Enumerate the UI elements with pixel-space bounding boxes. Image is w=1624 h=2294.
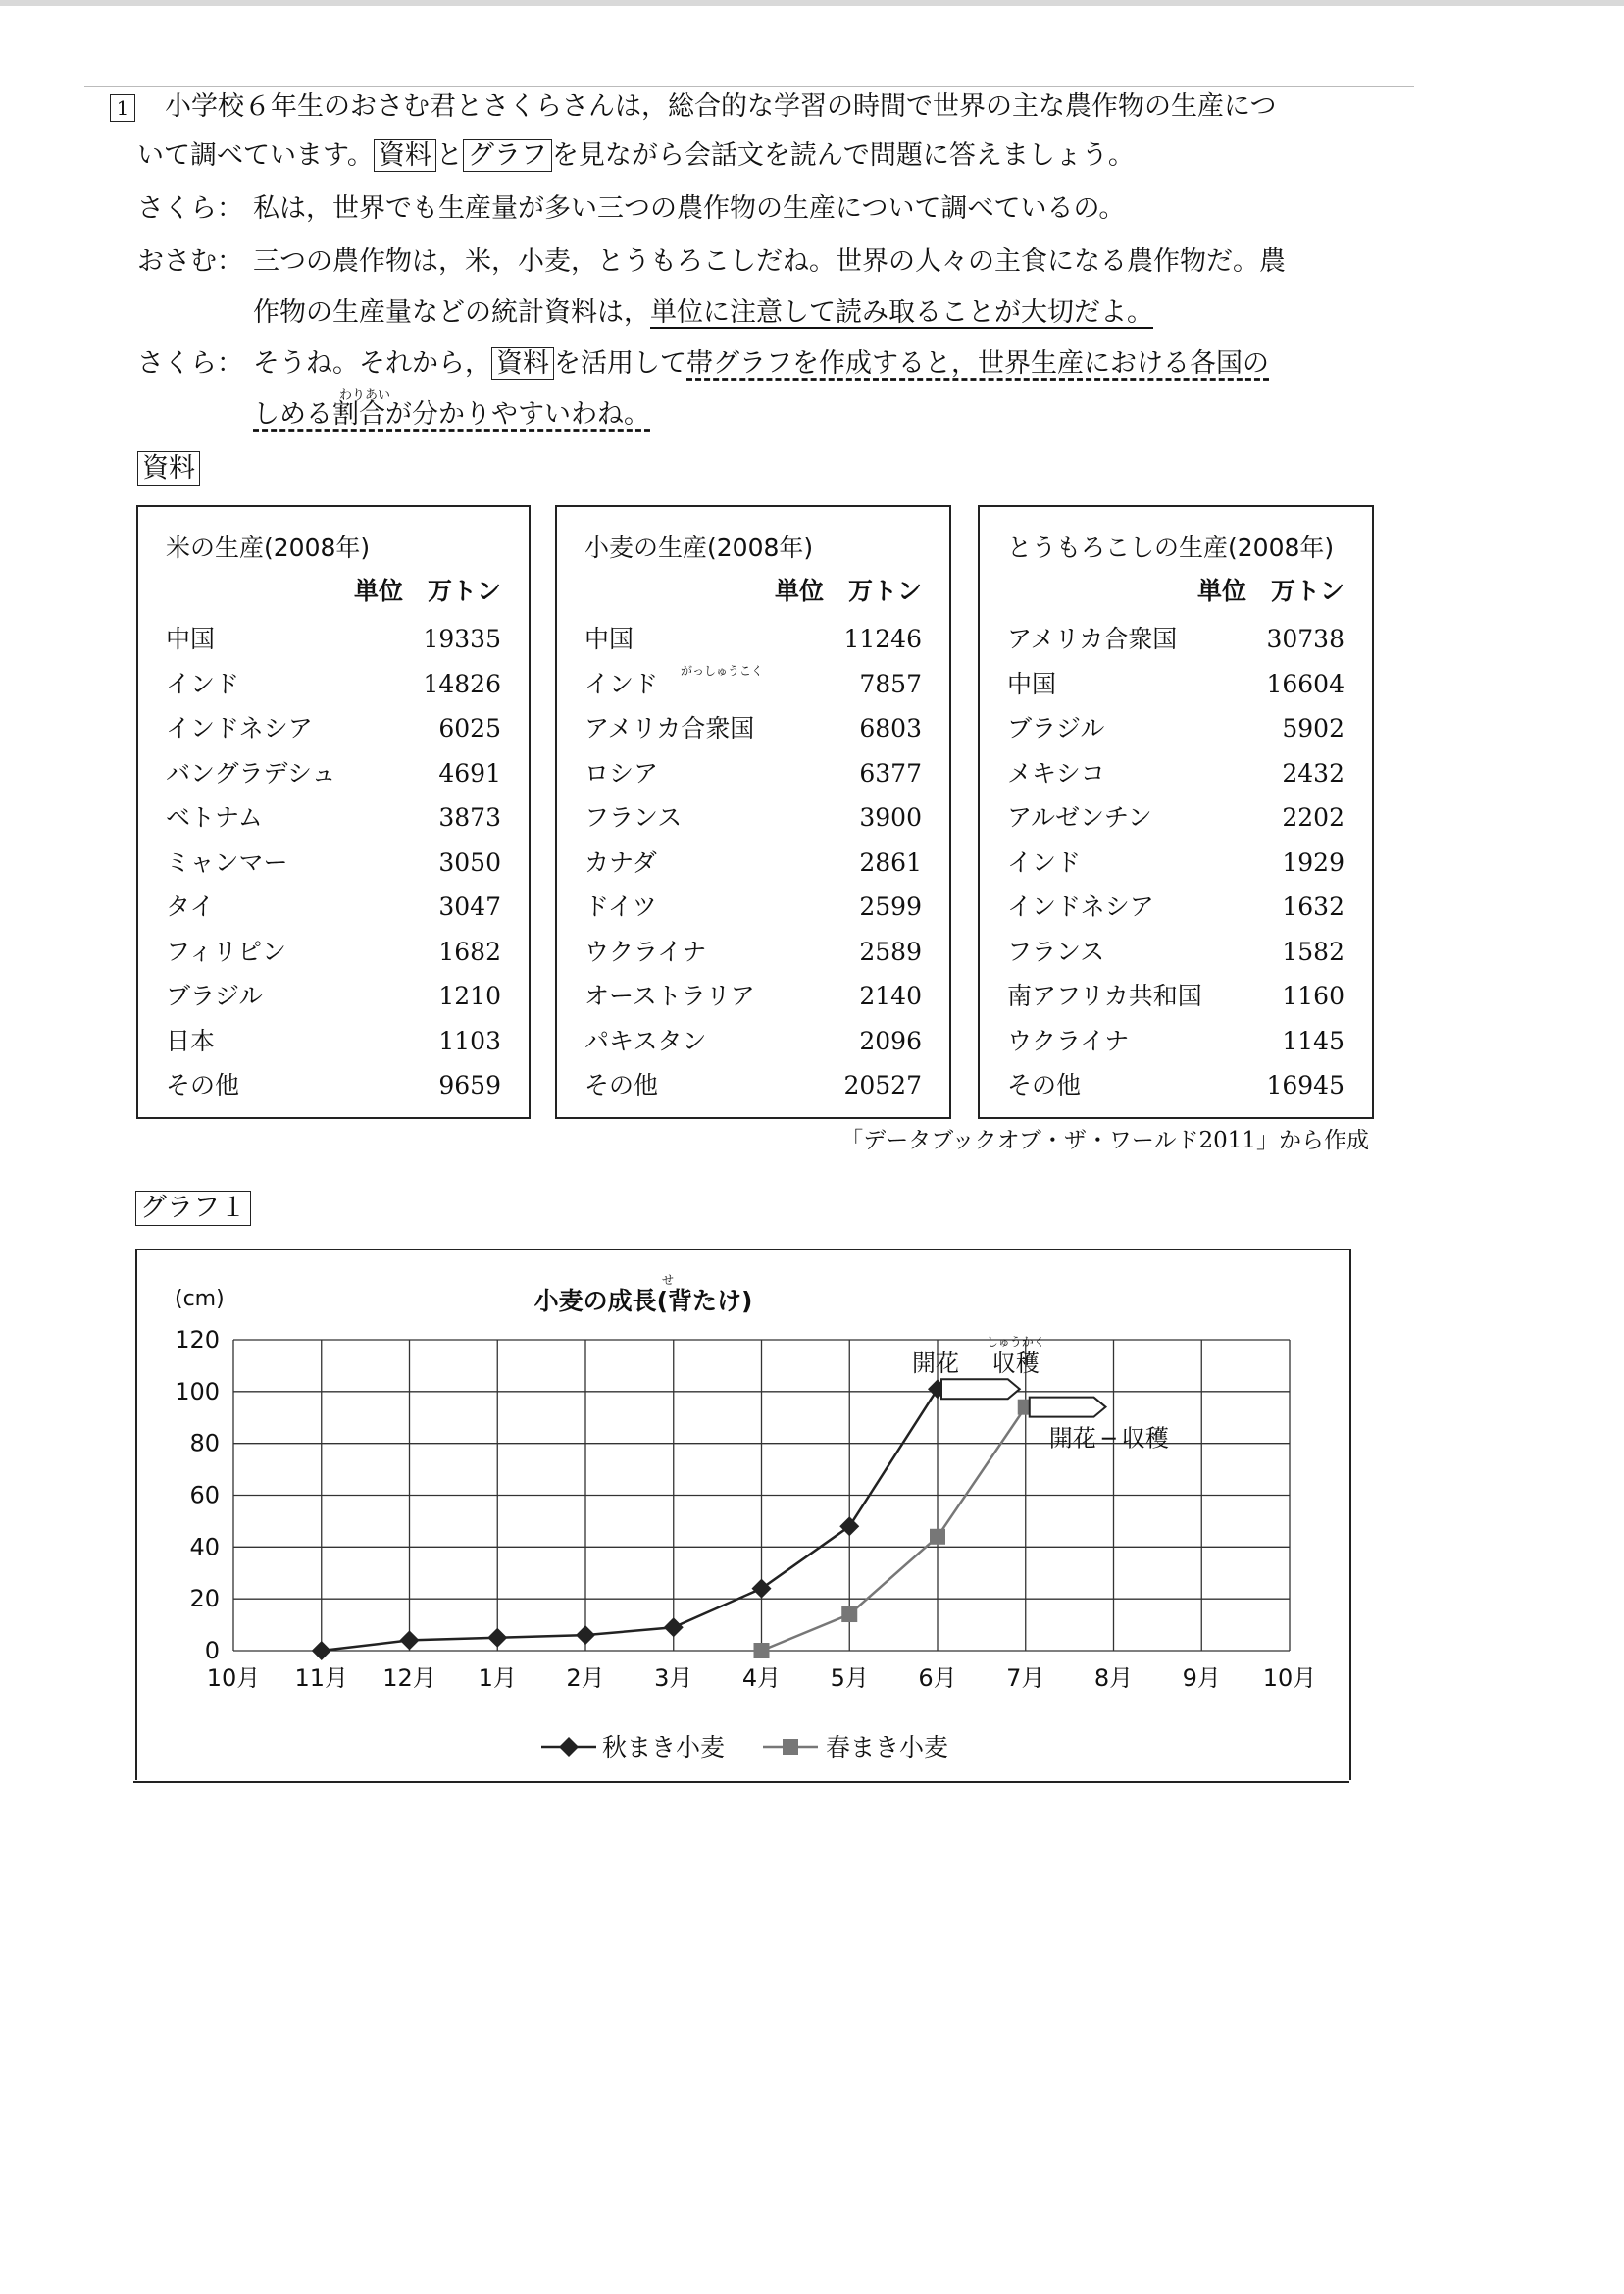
table-row: アルゼンチン 2202 bbox=[1007, 803, 1345, 832]
data-point-diamond bbox=[839, 1516, 859, 1536]
table-row: アメリカ合衆国 30738 bbox=[1007, 625, 1345, 653]
wheat-growth-chart bbox=[135, 1249, 1347, 1778]
y-tick-label: 60 bbox=[189, 1481, 220, 1509]
legend-label-autumn: 秋まき小麦 bbox=[602, 1733, 726, 1761]
table-row: 中国 19335 bbox=[166, 625, 501, 653]
dialogue-sakura-1: 私は，世界でも生産量が多い三つの農作物の生産について調べているの。 bbox=[253, 193, 1126, 224]
annot-flower-autumn: 開花 bbox=[912, 1350, 959, 1378]
chart-grid bbox=[233, 1340, 1290, 1651]
annot-flower-spring: 開花 bbox=[1048, 1424, 1096, 1453]
chart-legend bbox=[541, 1733, 948, 1761]
data-point-square bbox=[841, 1606, 857, 1622]
shiryo-ref-box: 資料 bbox=[374, 139, 436, 172]
y-tick-label: 20 bbox=[189, 1585, 220, 1613]
table-row: ベトナム 3873 bbox=[166, 803, 501, 832]
table-row: 中国 11246 bbox=[584, 625, 922, 653]
annot-harvest-autumn: 収穫 bbox=[991, 1350, 1040, 1378]
table-row: ウクライナ 2589 bbox=[584, 937, 922, 966]
dialogue-sakura-3: しめる割合が分かりやすいわね。 bbox=[253, 399, 650, 430]
table-row: 日本 1103 bbox=[166, 1026, 501, 1055]
y-tick-label: 100 bbox=[175, 1377, 220, 1405]
chart-frame-bottom bbox=[133, 1781, 1349, 1783]
question-line-1: 小学校６年生のおさむ君とさくらさんは，総合的な学習の時間で世界の主な農作物の生産につ bbox=[165, 91, 1277, 122]
table-row: オーストラリア 2140 bbox=[584, 982, 922, 1010]
table-row: インドネシア 6025 bbox=[166, 714, 501, 742]
y-tick-label: 0 bbox=[204, 1637, 220, 1664]
legend-marker-autumn bbox=[559, 1737, 579, 1757]
x-tick-label: 12月 bbox=[382, 1664, 436, 1692]
data-point-diamond bbox=[312, 1641, 331, 1660]
table-row: タイ 3047 bbox=[166, 892, 501, 921]
table-row: その他 16945 bbox=[1007, 1071, 1345, 1099]
table-row: ロシア 6377 bbox=[584, 758, 922, 788]
dashed-underline-text: 帯グラフを作成すると，世界生産における各国の bbox=[686, 348, 1269, 379]
table-unit: 単位 万トン bbox=[774, 577, 922, 605]
dialogue-sakura-2: そうね。それから， 資料 を活用して帯グラフを作成すると，世界生産における各国の bbox=[253, 348, 1269, 379]
legend-label-spring: 春まき小麦 bbox=[826, 1733, 949, 1761]
x-axis-ticks bbox=[207, 1664, 1317, 1692]
table-row: ブラジル 1210 bbox=[166, 982, 501, 1010]
x-tick-label: 5月 bbox=[830, 1664, 869, 1692]
shiryo-ref-box-2: 資料 bbox=[491, 347, 554, 380]
data-point-diamond bbox=[400, 1630, 420, 1650]
chart-series bbox=[312, 1379, 1034, 1660]
table-unit: 単位 万トン bbox=[353, 577, 501, 605]
table-row: ドイツ 2599 bbox=[584, 892, 922, 921]
chart-title-ruby: せ bbox=[661, 1273, 675, 1287]
y-tick-label: 120 bbox=[175, 1326, 220, 1353]
x-tick-label: 3月 bbox=[654, 1664, 693, 1692]
x-tick-label: 10月 bbox=[206, 1664, 261, 1692]
table-title: とうもろこしの生産(2008年) bbox=[1007, 534, 1335, 562]
table-row: その他 9659 bbox=[166, 1071, 501, 1099]
speaker-osamu: おさむ： bbox=[137, 246, 243, 277]
harvest-arrow-spring bbox=[1030, 1398, 1106, 1417]
ruby-wariai: わりあい bbox=[339, 388, 391, 403]
x-tick-label: 10月 bbox=[1262, 1664, 1317, 1692]
wheat-table bbox=[555, 505, 951, 1119]
data-point-diamond bbox=[664, 1617, 684, 1637]
chart-ylabel: (cm) bbox=[175, 1287, 225, 1311]
annot-harvest-ruby: しゅうかく bbox=[986, 1335, 1045, 1350]
scan-edge bbox=[0, 0, 1624, 6]
table-row: パキスタン 2096 bbox=[584, 1026, 922, 1055]
table-unit: 単位 万トン bbox=[1196, 577, 1345, 605]
x-tick-label: 4月 bbox=[741, 1664, 782, 1692]
x-tick-label: 7月 bbox=[1006, 1664, 1045, 1692]
table-row: ブラジル 5902 bbox=[1007, 714, 1345, 742]
table-row: フィリピン 1682 bbox=[166, 937, 501, 966]
dialogue-osamu-2: 作物の生産量などの統計資料は，単位に注意して読み取ることが大切だよ。 bbox=[253, 297, 1153, 328]
x-tick-label: 1月 bbox=[478, 1664, 517, 1692]
table-row: フランス 1582 bbox=[1007, 937, 1345, 966]
table-row: 中国 16604 bbox=[1007, 669, 1345, 698]
table-title: 米の生産(2008年) bbox=[166, 534, 371, 562]
rice-table bbox=[136, 505, 531, 1119]
x-tick-label: 9月 bbox=[1182, 1664, 1221, 1692]
table-title: 小麦の生産(2008年) bbox=[584, 534, 814, 562]
table-row: インドネシア 1632 bbox=[1007, 892, 1345, 921]
table-rows bbox=[584, 617, 922, 1108]
x-tick-label: 6月 bbox=[918, 1664, 957, 1692]
table-row: インド 14826 bbox=[166, 669, 501, 698]
x-tick-label: 8月 bbox=[1093, 1664, 1134, 1692]
annot-harvest-spring: 収穫 bbox=[1121, 1424, 1169, 1453]
y-tick-label: 40 bbox=[189, 1533, 220, 1561]
table-row: ミャンマー 3050 bbox=[166, 847, 501, 877]
shiryo-label: 資料 bbox=[137, 451, 200, 486]
x-tick-label: 11月 bbox=[294, 1664, 349, 1692]
table-row: インド 7857 bbox=[584, 669, 922, 698]
table-row: その他 20527 bbox=[584, 1071, 922, 1099]
table-rows bbox=[166, 617, 501, 1108]
chart-annotations bbox=[912, 1335, 1169, 1452]
chart-title: 小麦の成長(背たけ) bbox=[533, 1287, 753, 1315]
source-note: 「データブックオブ・ザ・ワールド2011」から作成 bbox=[840, 1128, 1369, 1153]
table-row: フランス 3900 bbox=[584, 803, 922, 832]
question-line-2: いて調べています。 資料 と グラフ を見ながら会話文を読んで問題に答えましょう。 bbox=[137, 140, 1135, 171]
harvest-arrow-autumn bbox=[941, 1379, 1020, 1399]
speaker-sakura-2: さくら： bbox=[137, 348, 243, 379]
header-rule bbox=[84, 86, 1414, 87]
x-tick-label: 2月 bbox=[566, 1664, 605, 1692]
table-rows bbox=[1007, 617, 1345, 1108]
table-row: 南アフリカ共和国 1160 bbox=[1007, 982, 1345, 1010]
table-row: インド 1929 bbox=[1007, 847, 1345, 877]
legend-marker-spring bbox=[783, 1739, 798, 1755]
data-point-square bbox=[930, 1529, 945, 1545]
table-row: メキシコ 2432 bbox=[1007, 758, 1345, 788]
corn-table bbox=[978, 505, 1374, 1119]
y-tick-label: 80 bbox=[189, 1429, 220, 1457]
table-row: ウクライナ 1145 bbox=[1007, 1026, 1345, 1055]
underlined-unit-note: 単位に注意して読み取ることが大切だよ。 bbox=[650, 297, 1153, 328]
speaker-sakura-1: さくら： bbox=[137, 193, 243, 224]
y-axis-ticks bbox=[175, 1326, 220, 1664]
table-row: アメリカ合衆国 6803 bbox=[584, 714, 922, 742]
data-point-square bbox=[754, 1643, 770, 1658]
table-row: カナダ 2861 bbox=[584, 847, 922, 877]
data-point-diamond bbox=[487, 1628, 507, 1648]
graph-label: グラフ１ bbox=[135, 1191, 251, 1226]
ruby-gasshukoku: がっしゅうこく bbox=[681, 664, 764, 678]
table-row: バングラデシュ 4691 bbox=[166, 758, 501, 788]
data-point-diamond bbox=[752, 1579, 772, 1599]
question-number: 1 bbox=[110, 94, 135, 122]
graph-ref-box: グラフ bbox=[463, 139, 552, 172]
data-point-diamond bbox=[576, 1625, 595, 1645]
dialogue-osamu-1: 三つの農作物は，米，小麦，とうもろこしだね。世界の人々の主食になる農作物だ。農 bbox=[253, 246, 1286, 277]
